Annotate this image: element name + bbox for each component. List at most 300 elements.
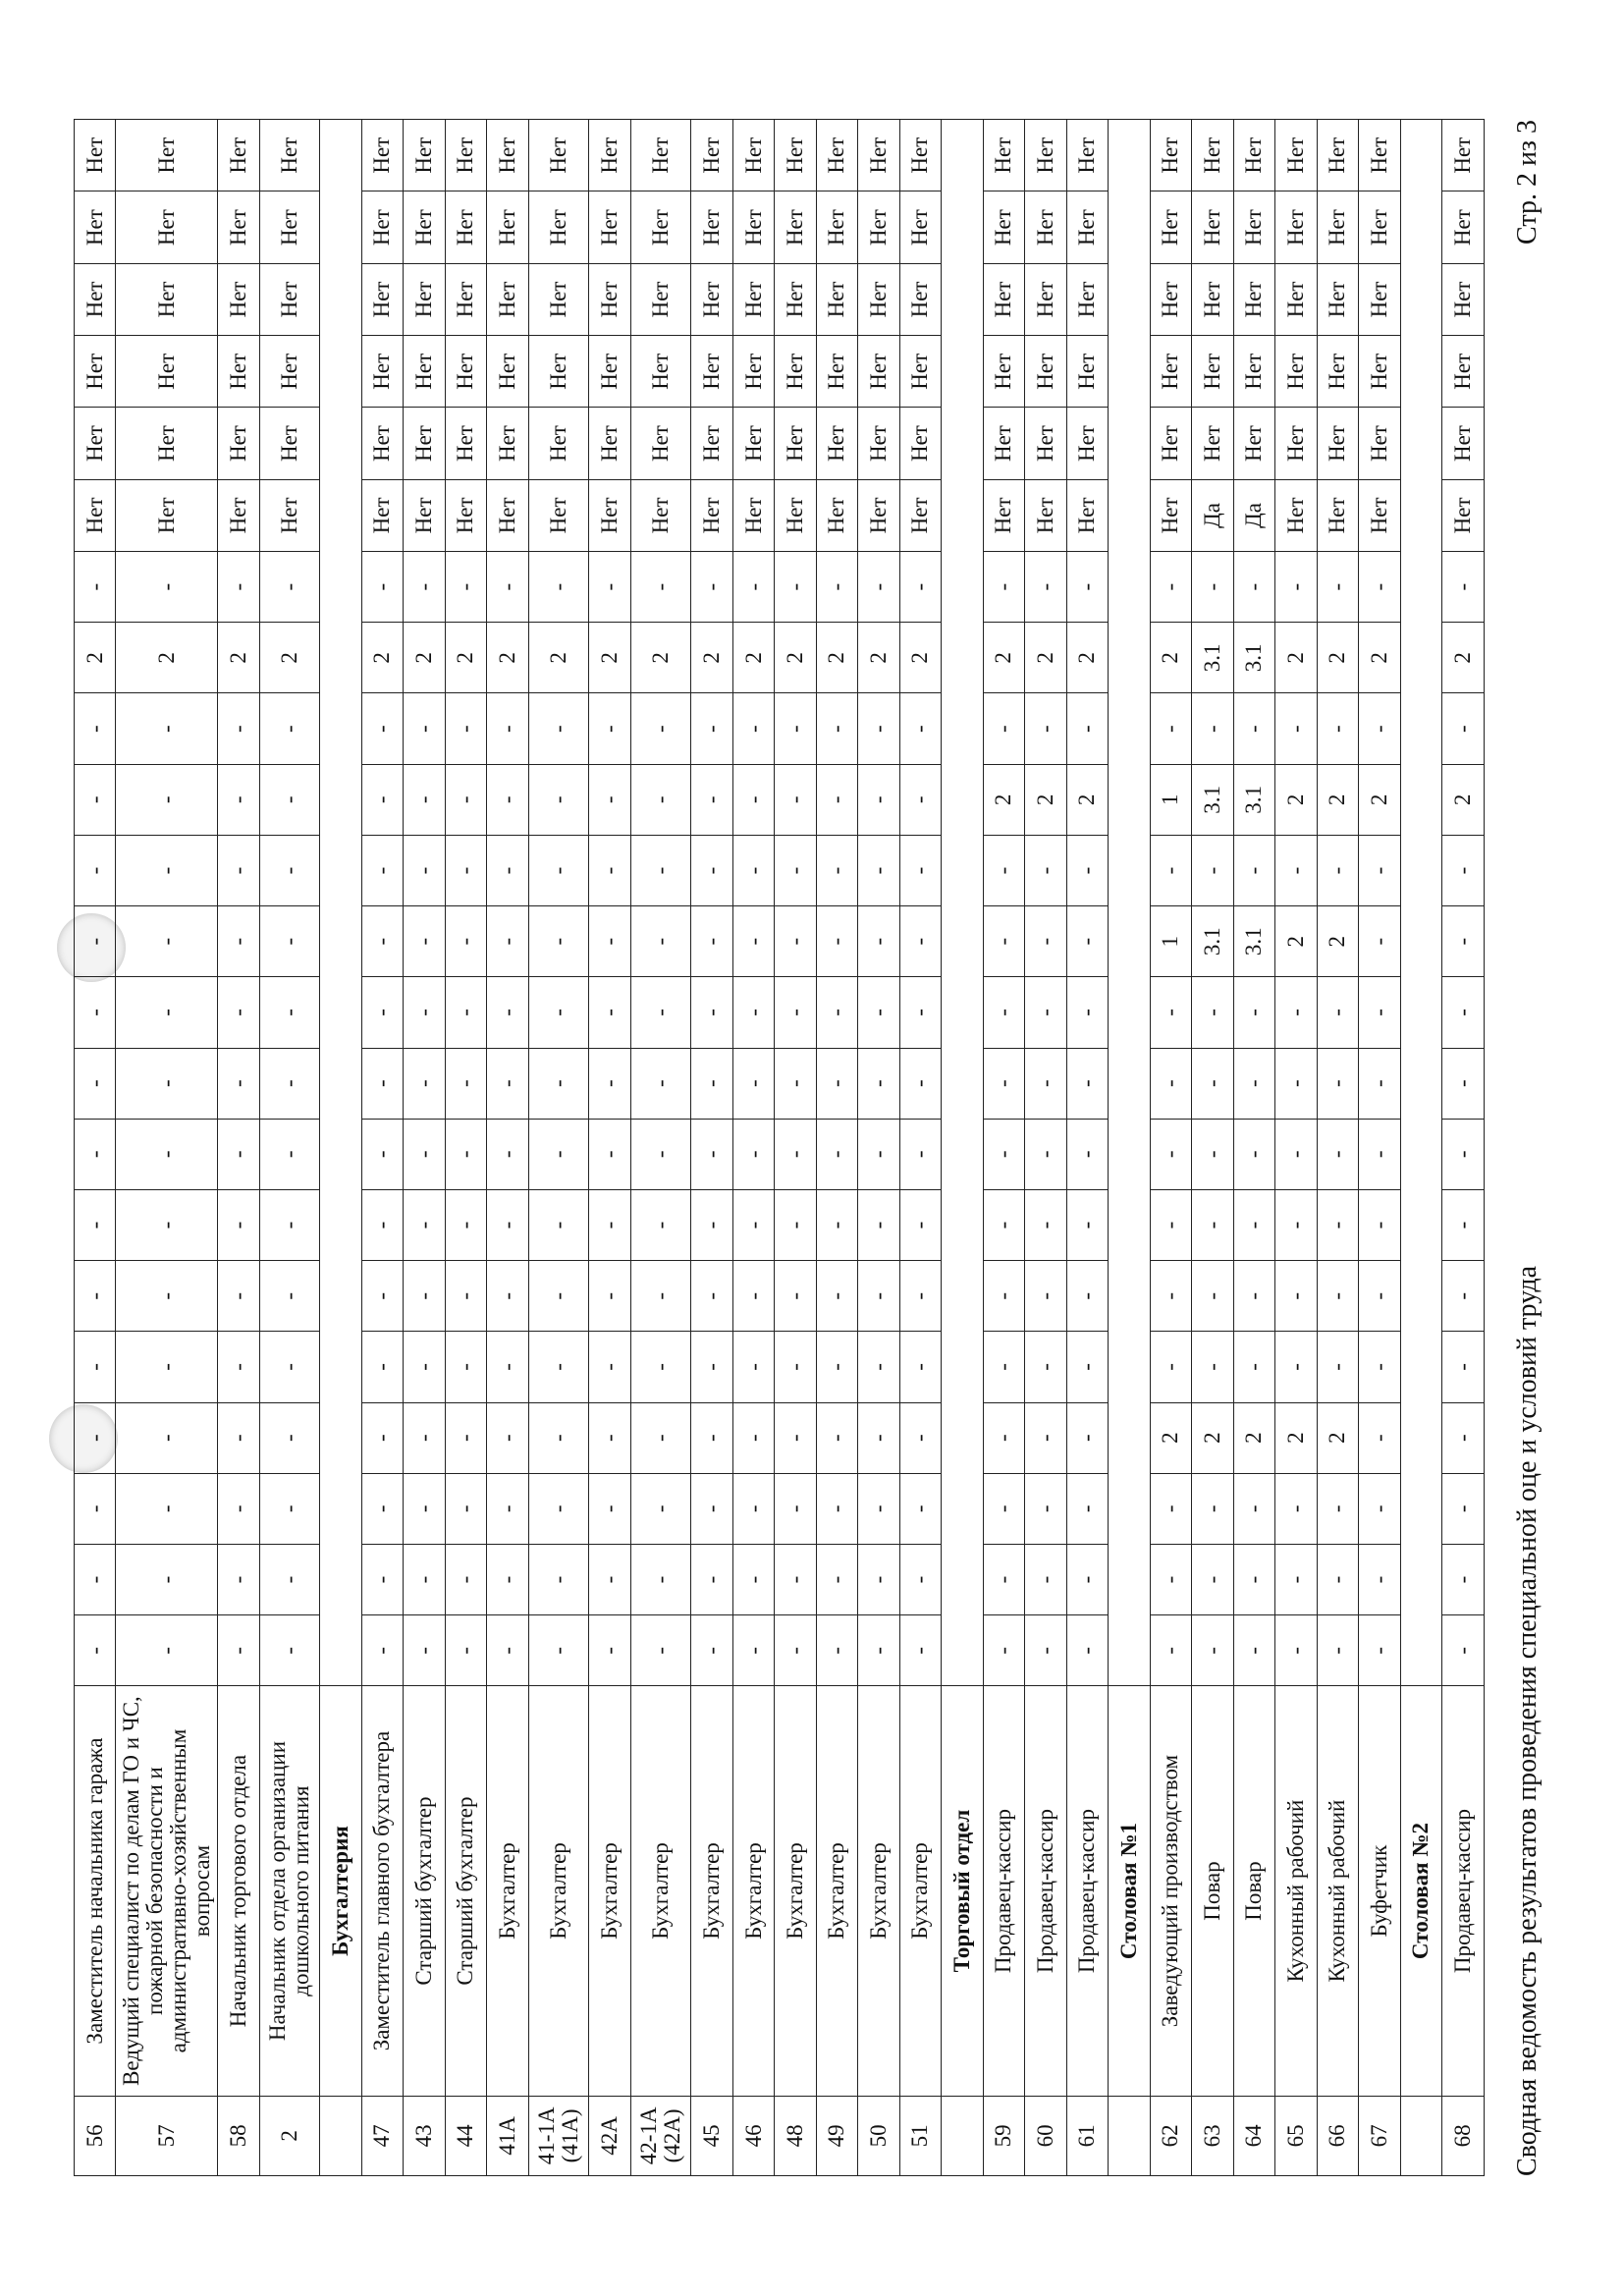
cell-value: - [259,552,320,623]
cell-position-name: Начальник торгового отдела [218,1686,259,2096]
cell-value: - [1066,1119,1108,1189]
cell-value: - [528,764,589,835]
table-row [528,120,589,2176]
cell-num: 51 [899,2096,941,2175]
cell-value: - [75,1332,116,1402]
cell-value: - [75,1119,116,1189]
cell-value: Нет [528,408,589,479]
cell-value: - [259,977,320,1048]
cell-value: - [899,1189,941,1260]
cell-value: 2 [1066,764,1108,835]
cell-value: - [858,693,899,764]
cell-value: 2 [775,623,816,693]
cell-value: - [983,1544,1024,1614]
cell-value: - [1025,977,1066,1048]
cell-value: Нет [983,120,1024,191]
cell-value: - [691,1544,732,1614]
table-body [75,120,1485,2176]
cell-position-name: Кухонный рабочий [1317,1686,1358,2096]
cell-value: 3.1 [1192,623,1233,693]
cell-value: Нет [1442,191,1485,263]
cell-value: - [116,835,218,905]
cell-value: - [528,552,589,623]
cell-value: Нет [116,336,218,408]
cell-value: - [259,1189,320,1260]
cell-num: 62 [1150,2096,1191,2175]
cell-value: 3.1 [1192,764,1233,835]
cell-position-name: Повар [1233,1686,1274,2096]
cell-value: - [1317,1189,1358,1260]
cell-value: Нет [858,336,899,408]
cell-value: Нет [361,408,403,479]
cell-value: 2 [218,623,259,693]
cell-value: Нет [630,191,691,263]
cell-value: Нет [630,479,691,551]
cell-value: - [1066,1048,1108,1119]
cell-value: - [528,1615,589,1686]
cell-value: - [691,835,732,905]
cell-num: 41А [487,2096,528,2175]
cell-value: - [899,552,941,623]
cell-value: - [445,977,486,1048]
cell-value: - [1192,977,1233,1048]
cell-value: - [218,1615,259,1686]
cell-value: - [1233,1048,1274,1119]
cell-value: - [899,1544,941,1614]
cell-value: Нет [858,191,899,263]
cell-value: 2 [1317,906,1358,977]
cell-value: - [1275,1048,1317,1119]
cell-value: - [1192,835,1233,905]
cell-value: - [116,1544,218,1614]
cell-value: - [858,906,899,977]
cell-value: 2 [858,623,899,693]
cell-num: 48 [775,2096,816,2175]
section-title: Столовая №1 [1109,1686,1150,2096]
cell-value: Нет [1442,263,1485,335]
cell-value: Нет [218,191,259,263]
cell-position-name: Продавец-кассир [1025,1686,1066,2096]
cell-value: - [1442,1544,1485,1614]
section-empty [320,120,361,1686]
cell-value: - [1066,1615,1108,1686]
cell-value: Нет [404,408,445,479]
cell-value: - [1442,1048,1485,1119]
cell-num: 2 [259,2096,320,2175]
cell-value: Нет [775,191,816,263]
cell-value: - [816,1544,857,1614]
cell-value: Нет [1359,479,1400,551]
cell-value: - [361,1119,403,1189]
cell-value: - [858,1473,899,1544]
cell-value: Нет [218,120,259,191]
cell-position-name: Кухонный рабочий [1275,1686,1317,2096]
cell-value: - [1025,1402,1066,1473]
cell-value: Нет [1192,408,1233,479]
cell-value: - [487,835,528,905]
cell-value: Нет [983,408,1024,479]
cell-value: - [816,1473,857,1544]
cell-value: - [1192,693,1233,764]
cell-value: 2 [75,623,116,693]
table-row [589,120,630,2176]
cell-value: - [487,1261,528,1332]
cell-value: - [259,1261,320,1332]
cell-value: - [528,906,589,977]
cell-value: - [528,1261,589,1332]
cell-value: - [630,1544,691,1614]
cell-value: - [487,1332,528,1402]
cell-value: - [589,977,630,1048]
cell-position-name: Старший бухгалтер [404,1686,445,2096]
cell-value: Нет [816,191,857,263]
cell-value: - [732,1615,774,1686]
cell-value: - [1192,1048,1233,1119]
cell-value: Нет [816,336,857,408]
cell-position-name: Бухгалтер [487,1686,528,2096]
cell-num: 44 [445,2096,486,2175]
cell-value: - [858,977,899,1048]
cell-value: - [589,1048,630,1119]
cell-value: - [899,835,941,905]
cell-value: - [630,1473,691,1544]
cell-value: Нет [1192,191,1233,263]
cell-value: Нет [487,120,528,191]
cell-num: 47 [361,2096,403,2175]
cell-value: Нет [775,479,816,551]
cell-value: Нет [487,191,528,263]
cell-value: - [899,1402,941,1473]
cell-value: Нет [1025,479,1066,551]
cell-value: - [445,1048,486,1119]
cell-value: - [899,693,941,764]
cell-value: Нет [528,191,589,263]
cell-value: - [1233,1332,1274,1402]
cell-value: - [775,977,816,1048]
cell-value: Нет [1359,191,1400,263]
cell-value: - [630,906,691,977]
table-row [899,120,941,2176]
cell-value: - [1233,1119,1274,1189]
cell-value: - [691,1402,732,1473]
cell-value: - [691,1473,732,1544]
cell-value: Нет [1233,336,1274,408]
cell-value: - [589,1189,630,1260]
cell-value: - [218,1261,259,1332]
cell-num: 66 [1317,2096,1358,2175]
cell-value: Нет [858,263,899,335]
cell-value: - [1150,1332,1191,1402]
cell-value: - [116,552,218,623]
cell-value: Нет [404,336,445,408]
cell-num [320,2096,361,2175]
cell-value: - [630,1119,691,1189]
cell-value: Нет [75,336,116,408]
cell-value: Нет [816,479,857,551]
cell-value: Нет [691,408,732,479]
cell-value: 2 [1275,623,1317,693]
cell-value: - [732,1332,774,1402]
cell-value: - [1317,1544,1358,1614]
cell-value: 2 [1317,1402,1358,1473]
cell-value: Нет [1275,263,1317,335]
cell-num: 49 [816,2096,857,2175]
cell-value: - [259,1615,320,1686]
cell-value: Нет [899,479,941,551]
cell-position-name: Бухгалтер [858,1686,899,2096]
cell-value: - [816,552,857,623]
cell-value: - [1275,552,1317,623]
cell-value: - [218,977,259,1048]
cell-position-name: Продавец-кассир [1442,1686,1485,2096]
cell-position-name: Бухгалтер [899,1686,941,2096]
cell-num: 42А [589,2096,630,2175]
cell-value: Нет [259,120,320,191]
cell-value: 2 [528,623,589,693]
cell-num: 61 [1066,2096,1108,2175]
cell-value: Нет [528,479,589,551]
cell-value: - [361,1402,403,1473]
cell-value: - [361,552,403,623]
cell-value: Нет [691,336,732,408]
cell-value: - [487,764,528,835]
cell-value: - [589,1332,630,1402]
cell-value: Нет [528,336,589,408]
cell-num: 45 [691,2096,732,2175]
table-row [858,120,899,2176]
table-row [630,120,691,2176]
cell-value: - [1066,977,1108,1048]
cell-value: - [899,1332,941,1402]
cell-value: - [528,1332,589,1402]
cell-num: 50 [858,2096,899,2175]
cell-value: - [775,1119,816,1189]
cell-value: - [75,906,116,977]
cell-value: Нет [75,479,116,551]
cell-value: - [1025,1544,1066,1614]
cell-value: - [691,1189,732,1260]
cell-value: - [361,977,403,1048]
table-row [116,120,218,2176]
cell-value: Нет [487,336,528,408]
cell-value: Нет [1317,191,1358,263]
cell-value: - [361,693,403,764]
cell-value: - [1192,1332,1233,1402]
cell-value: 2 [1442,764,1485,835]
cell-value: - [1150,1189,1191,1260]
cell-value: - [983,1119,1024,1189]
cell-value: - [259,693,320,764]
cell-value: Нет [404,479,445,551]
cell-value: Нет [1317,120,1358,191]
cell-value: Нет [259,336,320,408]
cell-value: - [1066,906,1108,977]
cell-num: 58 [218,2096,259,2175]
cell-value: Нет [404,120,445,191]
cell-value: Нет [1150,120,1191,191]
cell-value: - [404,835,445,905]
cell-value: - [732,552,774,623]
cell-value: - [487,1048,528,1119]
cell-value: Нет [816,263,857,335]
cell-value: - [732,906,774,977]
cell-value: Нет [1150,408,1191,479]
cell-value: Нет [1066,120,1108,191]
cell-value: - [775,1402,816,1473]
cell-value: - [218,764,259,835]
cell-value: - [1359,1402,1400,1473]
cell-value: - [445,1473,486,1544]
table-row [775,120,816,2176]
section-row [320,120,361,2176]
table-row [1442,120,1485,2176]
cell-value: Нет [1025,191,1066,263]
cell-value: - [1150,552,1191,623]
section-row [1109,120,1150,2176]
cell-value: Нет [983,336,1024,408]
cell-value: - [404,1402,445,1473]
cell-value: - [691,906,732,977]
cell-value: Нет [691,191,732,263]
cell-value: - [445,1332,486,1402]
section-empty [942,120,983,1686]
cell-value: - [404,693,445,764]
cell-value: Нет [589,191,630,263]
cell-value: Нет [589,408,630,479]
cell-value: - [528,1189,589,1260]
table-row [259,120,320,2176]
cell-value: - [404,1189,445,1260]
cell-num [1400,2096,1441,2175]
cell-value: - [691,1615,732,1686]
cell-value: - [404,977,445,1048]
cell-value: Нет [1066,263,1108,335]
section-empty [1109,120,1150,1686]
cell-value: - [732,835,774,905]
cell-value: - [983,552,1024,623]
table-row [983,120,1024,2176]
cell-value: - [630,977,691,1048]
cell-value: - [1066,1332,1108,1402]
cell-value: 3.1 [1233,906,1274,977]
cell-value: 2 [983,623,1024,693]
cell-value: - [775,693,816,764]
cell-value: - [1442,552,1485,623]
cell-value: 2 [1233,1402,1274,1473]
cell-value: - [589,1615,630,1686]
cell-value: Нет [487,263,528,335]
cell-value: Нет [691,120,732,191]
cell-value: - [589,552,630,623]
cell-value: - [732,1473,774,1544]
cell-value: - [1359,1048,1400,1119]
cell-value: - [1317,835,1358,905]
cell-value: Нет [1275,408,1317,479]
cell-value: - [75,1615,116,1686]
cell-value: - [1275,977,1317,1048]
cell-value: Нет [630,336,691,408]
cell-value: - [1359,906,1400,977]
cell-value: - [858,1048,899,1119]
cell-value: Нет [1150,191,1191,263]
cell-value: - [732,1544,774,1614]
cell-value: - [858,1189,899,1260]
cell-value: Нет [1442,408,1485,479]
cell-value: Нет [116,120,218,191]
table-row [691,120,732,2176]
cell-value: - [858,835,899,905]
cell-value: Нет [1025,120,1066,191]
table-row [1192,120,1233,2176]
cell-value: - [218,1189,259,1260]
section-empty [1400,120,1441,1686]
cell-value: - [116,977,218,1048]
section-title: Бухгалтерия [320,1686,361,2096]
cell-value: - [1192,1473,1233,1544]
cell-value: - [116,1473,218,1544]
cell-value: Нет [1359,263,1400,335]
cell-value: 2 [1066,623,1108,693]
cell-position-name: Бухгалтер [691,1686,732,2096]
cell-value: - [528,1048,589,1119]
cell-value: - [1275,1332,1317,1402]
cell-value: Нет [1066,479,1108,551]
cell-value: - [528,835,589,905]
cell-value: Нет [775,263,816,335]
cell-value: - [445,906,486,977]
cell-position-name: Заведующий производством [1150,1686,1191,2096]
cell-value: - [116,1261,218,1332]
cell-value: - [630,552,691,623]
cell-value: Нет [732,479,774,551]
cell-value: Нет [732,336,774,408]
table-row [487,120,528,2176]
cell-value: - [630,1261,691,1332]
cell-value: 3.1 [1233,764,1274,835]
cell-value: - [1359,552,1400,623]
cell-value: Нет [445,120,486,191]
cell-value: - [816,1048,857,1119]
cell-value: - [732,764,774,835]
cell-value: Нет [75,120,116,191]
cell-num: 68 [1442,2096,1485,2175]
cell-value: Нет [1192,263,1233,335]
cell-value: Нет [732,191,774,263]
cell-position-name: Бухгалтер [816,1686,857,2096]
cell-value: 2 [983,764,1024,835]
cell-value: Нет [1359,408,1400,479]
cell-value: - [691,1332,732,1402]
cell-value: - [404,1048,445,1119]
cell-value: - [116,906,218,977]
cell-value: Нет [1066,191,1108,263]
cell-num: 65 [1275,2096,1317,2175]
cell-value: Нет [1359,336,1400,408]
cell-num: 42-1А (42А) [630,2096,691,2175]
cell-value: 2 [1442,623,1485,693]
cell-value: Нет [361,191,403,263]
cell-value: Нет [983,263,1024,335]
cell-value: - [1025,1332,1066,1402]
cell-value: - [1233,693,1274,764]
cell-value: - [691,1119,732,1189]
cell-value: Нет [589,336,630,408]
cell-value: 2 [1192,1402,1233,1473]
cell-value: 2 [1317,764,1358,835]
table-row [404,120,445,2176]
cell-value: - [1317,1119,1358,1189]
cell-value: - [1442,693,1485,764]
